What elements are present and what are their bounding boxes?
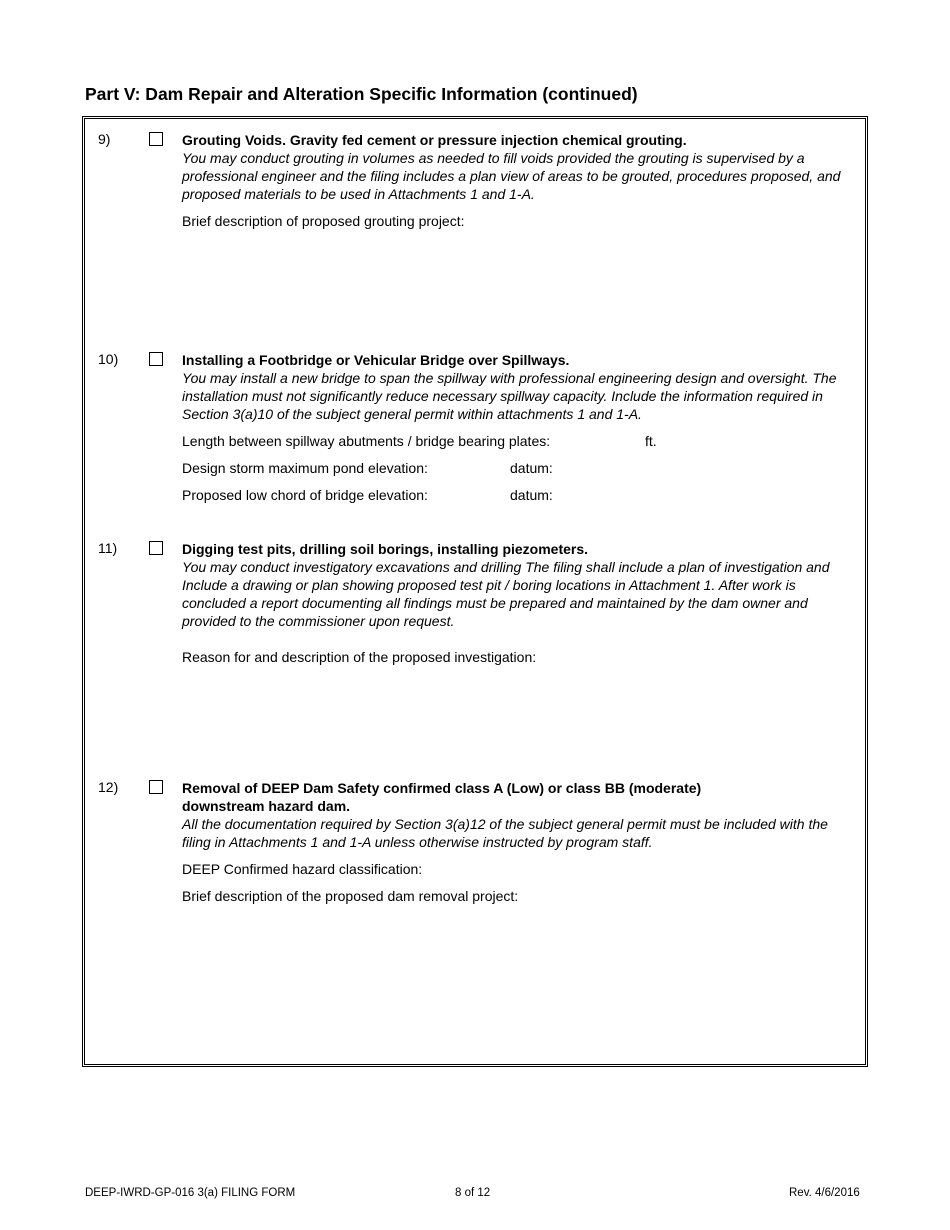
item-number: 11) [98,540,118,556]
item-content [182,779,828,905]
item-heading: Digging test pits, drilling soil borings, installing piezometers. [182,541,589,557]
item-11-checkbox[interactable] [149,541,163,555]
length-unit: ft. [645,433,657,449]
item-content [182,351,855,423]
item-description: You may conduct grouting in volumes as needed to fill voids provided the grouting is supervised by a professional engineer and the filing includes a plan view of areas to be grouted, procedures proposed, and proposed materials to be used in Attachments 1 and 1-A. [182,150,841,202]
item-prompt: Brief description of proposed grouting project: [182,213,465,229]
footer-page-number: 8 of 12 [455,1187,491,1199]
length-label: Length between spillway abutments / bridge bearing plates: [182,433,551,449]
item-prompt: Reason for and description of the proposed investigation: [182,649,537,665]
item-number: 9) [98,131,111,147]
item-10-checkbox[interactable] [149,352,163,366]
hazard-classification-label: DEEP Confirmed hazard classification: [182,861,423,877]
item-description: You may conduct investigatory excavations and drilling The filing shall include a plan of investigation and Include a drawing or plan showing proposed test pit / boring locations in Attachment 1. After work is concluded a report documenting all findings must be prepared and maintained by the dam owner and provided to the commissioner upon request. [182,559,830,629]
item-description: All the documentation required by Section 3(a)12 of the subject general permit must be included with the filing in Attachments 1 and 1-A unless otherwise instructed by program staff. [182,816,828,850]
item-12-checkbox[interactable] [149,780,163,794]
chord-elevation-datum: datum: [510,487,553,503]
storm-elevation-datum: datum: [510,460,553,476]
chord-elevation-label: Proposed low chord of bridge elevation: [182,487,428,503]
storm-elevation-label: Design storm maximum pond elevation: [182,460,428,476]
form-section [82,116,868,1067]
item-heading: Installing a Footbridge or Vehicular Bridge over Spillways. [182,352,570,368]
footer-form-id: DEEP-IWRD-GP-016 3(a) FILING FORM [85,1187,296,1199]
item-content [182,540,855,666]
item-heading: Removal of DEEP Dam Safety confirmed class A (Low) or class BB (moderate) downstream hazard dam. [182,780,702,814]
item-9-checkbox[interactable] [149,132,163,146]
footer-revision: Rev. 4/6/2016 [789,1187,860,1199]
page-title: Part V: Dam Repair and Alteration Specific Information (continued) [85,84,638,104]
item-content [182,131,855,230]
item-description: You may install a new bridge to span the spillway with professional engineering design and oversight. The installation must not significantly reduce necessary spillway capacity. Include the information required in Section 3(a)10 of the subject general permit within attachments 1 and 1-A. [182,370,837,422]
item-number: 10) [98,351,119,367]
item-number: 12) [98,779,119,795]
item-heading: Grouting Voids. Gravity fed cement or pressure injection chemical grouting. [182,132,687,148]
item-prompt: Brief description of the proposed dam removal project: [182,888,519,904]
